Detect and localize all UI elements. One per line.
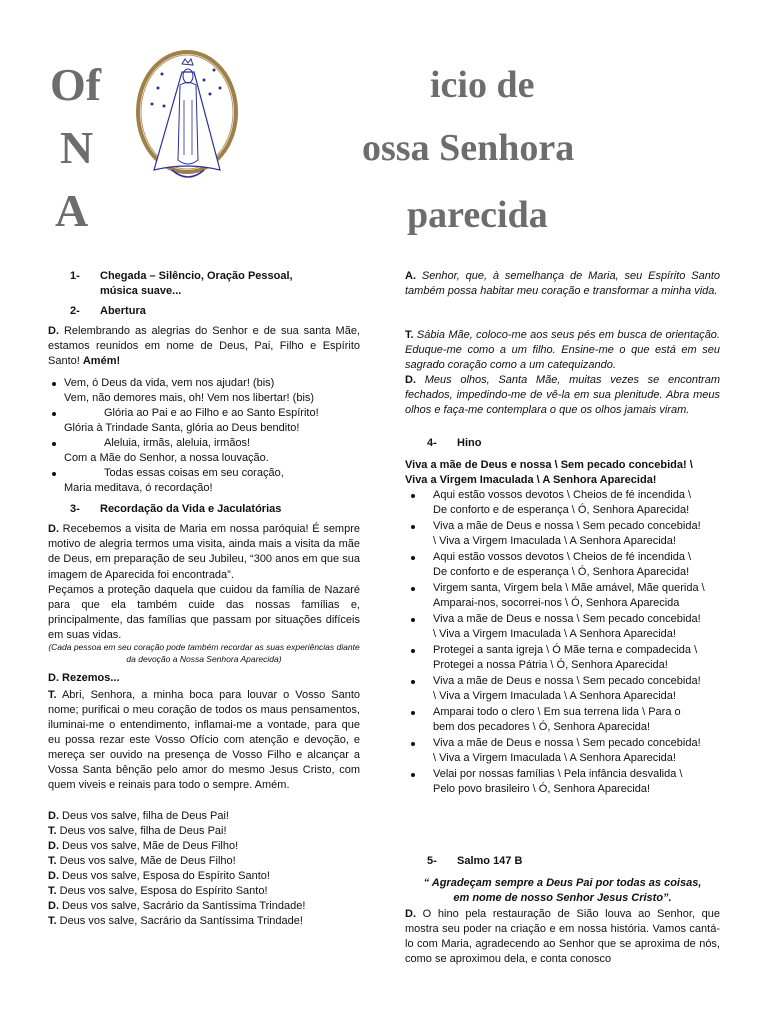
hymn-verse: Aqui estão vossos devotos \ Cheios de fé incendida \ De conforto e de esperança \ Ó, Senhora Aparecida! [405,488,705,518]
speaker-label: D. [48,523,59,535]
psalm-intro [405,907,720,967]
salutations-list [48,809,360,929]
section-number: 2- [70,305,80,317]
salutation-line [48,824,360,839]
salutation-line [48,869,360,884]
chant-item [48,466,360,496]
salutation-line [48,809,360,824]
chant-item [48,436,360,466]
section-label: Hino [457,437,482,449]
paragraph-text: Relembrando as alegrias do Senhor e de sua santa Mãe, estamos reunidos em nome de Deus, Pai, Filho e Espírito Santo! [48,325,360,367]
paragraph-text: Sábia Mãe, coloco-me aos seus pés em busca de orientação. Eduque-me como a um filho. Ensine-me o que está em seu sagrado coração como a um catequizando. [405,329,720,371]
speaker-label: D. [48,870,59,882]
chant-line: Glória ao Pai e ao Filho e ao Santo Espírito! [104,407,319,419]
chant-line: Todas essas coisas em seu coração, [104,467,284,479]
paragraph-text: Abri, Senhora, a minha boca para louvar o Vosso Santo nome; purificai o meu coração de todos os maus pensamentos, iluminai-me o entendimento, inflamai-me a vontade, para que eu possa rezar este Vosso Ofício com atenção e devoção, e mereça ser ouvido na presença de Vosso Filho e alcançar a Vossa Santa bênção pelo amor do mesmo Jesus Cristo, com quem viveis e reinais para todo o sempre. Amém. [48,689,360,791]
section-2-heading [48,304,382,319]
opening-chants [48,376,360,496]
chant-line: Glória à Trindade Santa, glória ao Deus bendito! [64,422,300,434]
hymn-verse: Velai por nossas famílias \ Pela infância desvalida \ Pelo povo brasileiro \ Ó, Senhora Aparecida! [405,767,705,797]
speaker-label: D. [48,810,59,822]
title-letter-of: Of [50,59,102,110]
speaker-label: T. [48,825,57,837]
hymn-verse: Viva a mãe de Deus e nossa \ Sem pecado concebida! \ Viva a Virgem Imaculada \ A Senhora Aparecida! [405,674,705,704]
line-text: Deus vos salve, Esposa do Espírito Santo! [59,870,270,882]
hymn-verse: Viva a mãe de Deus e nossa \ Sem pecado concebida! \ Viva a Virgem Imaculada \ A Senhora Aparecida! [405,612,705,642]
chant-line: Vem, não demores mais, oh! Vem nos libertar! (bis) [64,392,315,404]
salutation-line [48,899,360,914]
psalm-quote: “ Agradeçam sempre a Deus Pai por todas as coisas, em nome de nosso Senhor Jesus Cristo”. [423,877,702,904]
opening-paragraph [48,324,360,369]
speaker-label: T. [48,915,57,927]
hymn-refrain: Viva a mãe de Deus e nossa \ Sem pecado concebida! \ Viva a Virgem Imaculada \ A Senhora Aparecida! [405,459,693,486]
speaker-label: D. [48,900,59,912]
salutation-line [48,914,360,929]
paragraph-text: Meus olhos, Santa Mãe, muitas vezes se encontram fechados, impedindo-me de vê-la em sua plenitude. Abra meus olhos e faça-me contemplara o que os olhos jamais viram. [405,374,720,416]
t-paragraph [405,328,720,373]
line-text: Deus vos salve, Sacrário da Santíssima Trindade! [59,900,306,912]
chant-line: Vem, ó Deus da vida, vem nos ajudar! (bis) [64,377,275,389]
hymn-verse: Amparai todo o clero \ Em sua terrena lida \ Para o bem dos pecadores \ Ó, Senhora Aparecida! [405,705,705,735]
section-number: 4- [427,437,437,449]
hymn-verses [405,488,705,798]
hymn-verse: Virgem santa, Virgem bela \ Mãe amável, Mãe querida \ Amparai-nos, socorrei-nos \ Ó, Senhora Aparecida [405,581,705,611]
title-line-1: icio de [430,64,535,106]
chant-line: Maria meditava, ó recordação! [64,482,213,494]
paragraph-text: Peçamos a proteção daquela que cuidou da família de Nazaré para que ela também cuide das nossas famílias e, principalmente, das famílias que passam por situações difíceis em suas vidas. [48,583,360,642]
chant-line: Com a Mãe do Senhor, a nossa louvação. [64,452,269,464]
title-line-2: ossa Senhora [362,127,575,169]
title-letter-n: N [60,122,94,173]
speaker-label: T. [405,329,414,341]
amen-text: Amém! [82,355,121,367]
salutation-line [48,854,360,869]
section-label: Chegada – Silêncio, Oração Pessoal, música suave... [100,270,293,297]
line-text: Deus vos salve, Esposa do Espírito Santo! [56,885,268,897]
chant-item [48,406,360,436]
speaker-label: D. [405,908,416,920]
paragraph-text: O hino pela restauração de Sião louva ao Senhor, que mostra seu poder na criação e em nossa história. Vamos cantá-lo com Maria, agradecendo ao Senhor que se aproxima de nós, como se aproximou dela, e conta conosco [405,908,720,965]
hymn-verse: Viva a mãe de Deus e nossa \ Sem pecado concebida! \ Viva a Virgem Imaculada \ A Senhora Aparecida! [405,736,705,766]
section-label: Recordação da Vida e Jaculatórias [100,503,282,515]
speaker-label: T. [48,885,57,897]
title-line-3: parecida [407,194,548,236]
speaker-label: D. [405,374,416,386]
line-text: Deus vos salve, Mãe de Deus Filho! [59,840,239,852]
visit-paragraph [48,522,360,644]
chant-item [48,376,360,406]
section-3-heading [48,502,382,517]
section-4-heading [405,436,742,451]
speaker-label: T. [48,689,57,701]
section-label: Salmo 147 B [457,855,523,867]
hymn-verse: Aqui estão vossos devotos \ Cheios de fé incendida \ De conforto e de esperança \ Ó, Senhora Aparecida! [405,550,705,580]
paragraph-text: Senhor, que, à semelhança de Maria, seu Espírito Santo também possa habitar meu coração e transformar a minha vida. [405,270,720,297]
d-paragraph [405,373,720,418]
speaker-label: A. [405,270,416,282]
title-letter-a: A [55,185,89,236]
section-number: 1- [70,270,80,282]
line-text: Deus vos salve, filha de Deus Pai! [59,810,229,822]
speaker-label: D. [48,325,59,337]
reflection-note: (Cada pessoa em seu coração pode também recordar as suas experiências diante da devoção a Nossa Senhora Aparecida) [48,642,360,664]
our-lady-aparecida-logo [132,50,242,190]
hymn-verse: Viva a mãe de Deus e nossa \ Sem pecado concebida! \ Viva a Virgem Imaculada \ A Senhora Aparecida! [405,519,705,549]
section-number: 5- [427,855,437,867]
section-5-heading [405,854,742,869]
section-label: Abertura [100,305,146,317]
line-text: Deus vos salve, Mãe de Deus Filho! [56,855,236,867]
line-text: Deus vos salve, Sacrário da Santíssima Trindade! [56,915,303,927]
paragraph-text: Recebemos a visita de Maria em nossa paróquia! É sempre motivo de alegria termos uma visita, ainda mais a visita da mãe de Deus, em preparação de seu Jubileu, “300 anos em que sua imagem de Aparecida foi encontrada”. [48,523,360,581]
salutation-line [48,839,360,854]
speaker-label: D. [48,840,59,852]
section-1-heading [48,269,360,299]
a-paragraph [405,269,720,299]
speaker-label: T. [48,855,57,867]
section-number: 3- [70,503,80,515]
prayer-paragraph [48,688,360,793]
hymn-verse: Protegei a santa igreja \ Ó Mãe terna e compadecida \ Protegei a nossa Pátria \ Ó, Senhora Aparecida! [405,643,705,673]
rezemos-heading: D. Rezemos... [48,672,120,684]
salutation-line [48,884,360,899]
chant-line: Aleluia, irmãs, aleluia, irmãos! [104,437,251,449]
line-text: Deus vos salve, filha de Deus Pai! [56,825,227,837]
